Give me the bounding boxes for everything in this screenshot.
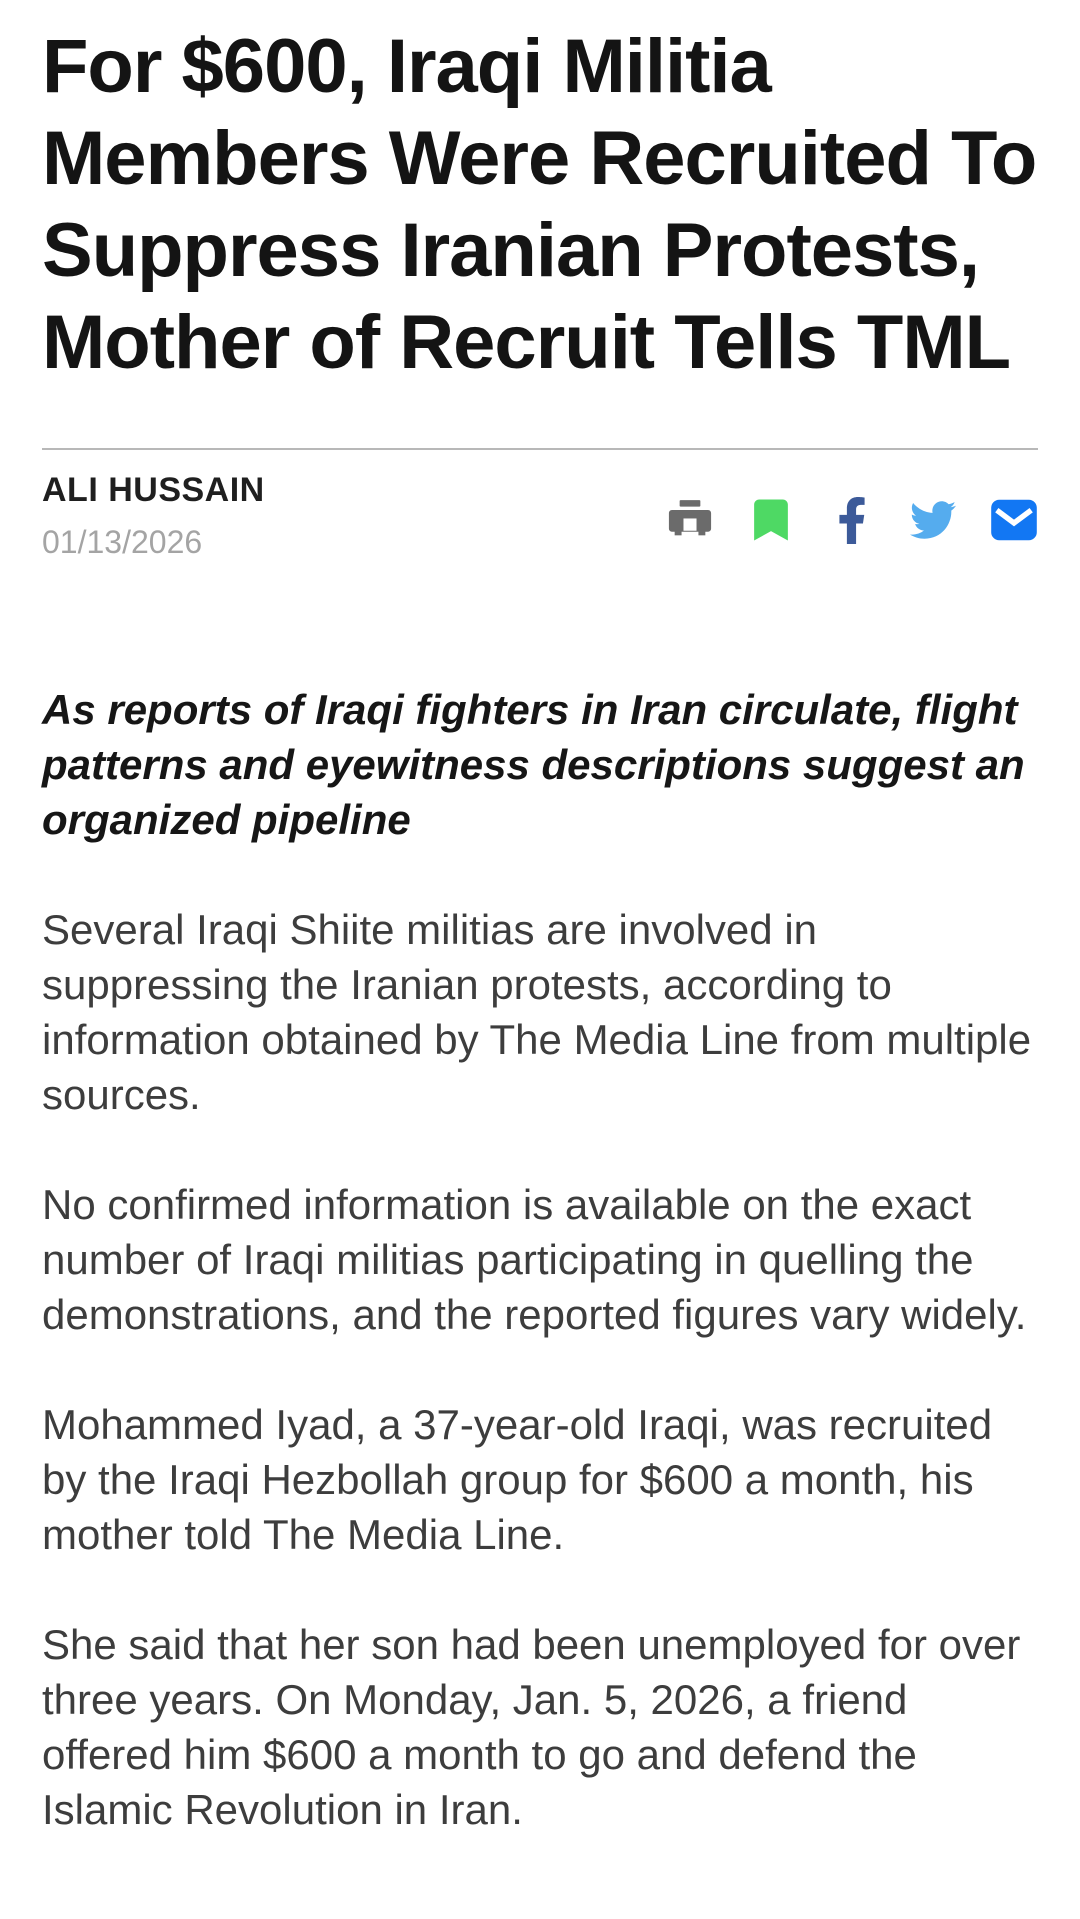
article-subhead: As reports of Iraqi fighters in Iran circulate, flight patterns and eyewitness descriptions suggest an organized pipeline — [42, 686, 1025, 843]
byline-block — [42, 470, 265, 562]
headline-line: Mother of Recruit Tells TML — [42, 300, 1011, 385]
page-title — [42, 21, 1038, 389]
twitter-icon — [909, 497, 957, 543]
email-icon — [990, 497, 1038, 543]
publish-date: 01/13/2026 — [42, 524, 203, 560]
bookmark-button[interactable] — [747, 496, 795, 544]
facebook-icon — [837, 497, 867, 544]
bookmark-icon — [749, 496, 793, 544]
email-share-button[interactable] — [990, 496, 1038, 544]
print-icon — [667, 497, 713, 543]
headline-line: Members Were Recruited To — [42, 116, 1037, 201]
author-name: ALI HUSSAIN — [42, 471, 265, 509]
facebook-share-button[interactable] — [828, 496, 876, 544]
paragraph: No confirmed information is available on the exact number of Iraqi militias participating in quelling the demonstrations, and the reported figures vary widely. — [42, 1181, 1027, 1338]
paragraph: Several Iraqi Shiite militias are involved in suppressing the Iranian protests, according to information obtained by The Media Line from multiple sources. — [42, 906, 1032, 1118]
divider — [42, 448, 1038, 450]
article-meta — [42, 470, 1038, 562]
paragraph: Mohammed Iyad, a 37-year-old Iraqi, was recruited by the Iraqi Hezbollah group for $600 a month, his mother told The Media Line. — [42, 1401, 993, 1558]
headline-line: For $600, Iraqi Militia — [42, 24, 771, 109]
paragraph: She said that her son had been unemployed for over three years. On Monday, Jan. 5, 2026, a friend offered him $600 a month to go and defend the Islamic Revolution in Iran. — [42, 1621, 1021, 1833]
print-button[interactable] — [666, 496, 714, 544]
twitter-share-button[interactable] — [909, 496, 957, 544]
share-toolbar — [666, 496, 1038, 544]
article-body — [42, 902, 1038, 1837]
headline-line: Suppress Iranian Protests, — [42, 208, 979, 293]
